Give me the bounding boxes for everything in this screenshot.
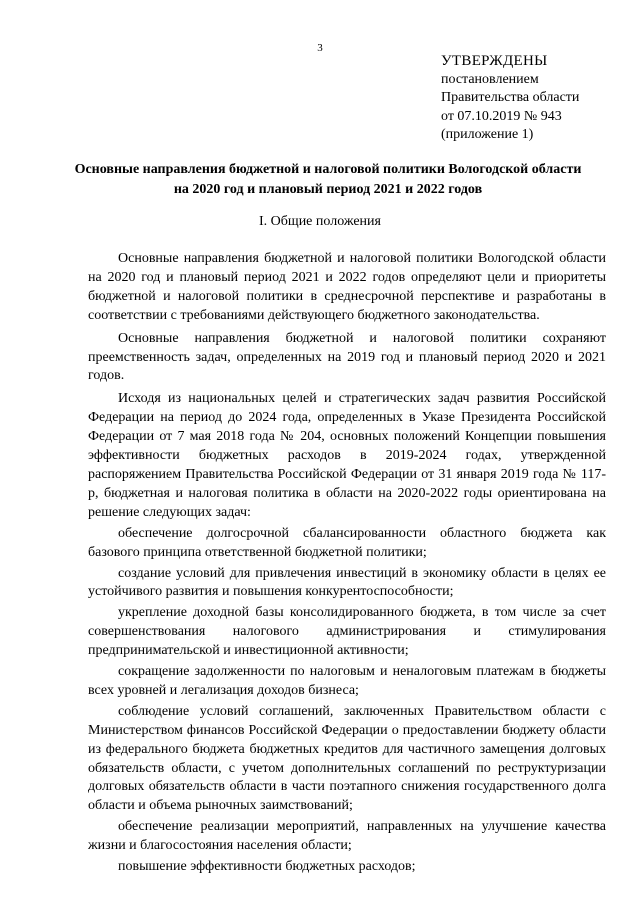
approval-heading: УТВЕРЖДЕНЫ <box>441 53 548 69</box>
section-title: I. Общие положения <box>259 214 381 229</box>
list-item: укрепление доходной базы консолидированного бюджета, в том числе за счет совершенствования налогового администрирования и стимулирования предпринимательской и инвестиционной активности; <box>88 605 606 659</box>
list-item: соблюдение условий соглашений, заключенных Правительством области с Министерством финансов Российской Федерации о предоставлении бюджету области из федерального бюджета бюджетных кредитов для частичного замещения долговых обязательств области, с учетом дополнительных соглашений по реструктуризации долговых обязательств области в части поэтапного снижения государственного долга области и объема рыночных заимствований; <box>88 703 606 814</box>
approval-stamp <box>441 52 631 145</box>
list-item: обеспечение долгосрочной сбалансированности областного бюджета как базового принципа ответственной бюджетной политики; <box>88 525 606 560</box>
approval-line-3: от 07.10.2019 № 943 <box>441 108 562 124</box>
paragraph: Основные направления бюджетной и налоговой политики Вологодской области на 2020 год и плановый период 2021 и 2022 годов определяют цели и приоритеты бюджетной и налоговой политики в среднесрочной перспективе и разработаны в соответствии с требованиями действующего бюджетного законодательства. <box>88 251 606 323</box>
page-number: 3 <box>317 42 323 54</box>
paragraph: Исходя из национальных целей и стратегических задач развития Российской Федерации на период до 2024 года, определенных в Указе Президента Российской Федерации от 7 мая 2018 года № 204, основных положений Концепции повышения эффективности бюджетных расходов в 2019-2024 годах, утвержденной распоряжением Правительства Российской Федерации от 31 января 2019 года № 117-р, бюджетная и налоговая политика в области на 2020-2022 годы ориентирована на решение следующих задач: <box>88 391 606 520</box>
approval-line-1: постановлением <box>441 71 539 87</box>
list-item: обеспечение реализации мероприятий, направленных на улучшение качества жизни и благосостояния населения области; <box>88 819 606 854</box>
paragraph: Основные направления бюджетной и налоговой политики сохраняют преемственность задач, определенных на 2019 год и плановый период 2020 и 2021 годов. <box>88 330 606 384</box>
list-item: создание условий для привлечения инвестиций в экономику области в целях ее устойчивого развития и повышения конкурентоспособности; <box>88 565 606 600</box>
approval-line-4: (приложение 1) <box>441 127 534 142</box>
approval-line-2: Правительства области <box>441 90 580 105</box>
document-title: Основные направления бюджетной и налоговой политики Вологодской области на 2020 год и плановый период 2021 и 2022 годов <box>74 162 582 197</box>
list-item: повышение эффективности бюджетных расходов; <box>118 859 416 875</box>
list-item: сокращение задолженности по налоговым и неналоговым платежам в бюджеты всех уровней и легализация доходов бизнеса; <box>88 664 606 698</box>
document-body <box>88 250 606 877</box>
